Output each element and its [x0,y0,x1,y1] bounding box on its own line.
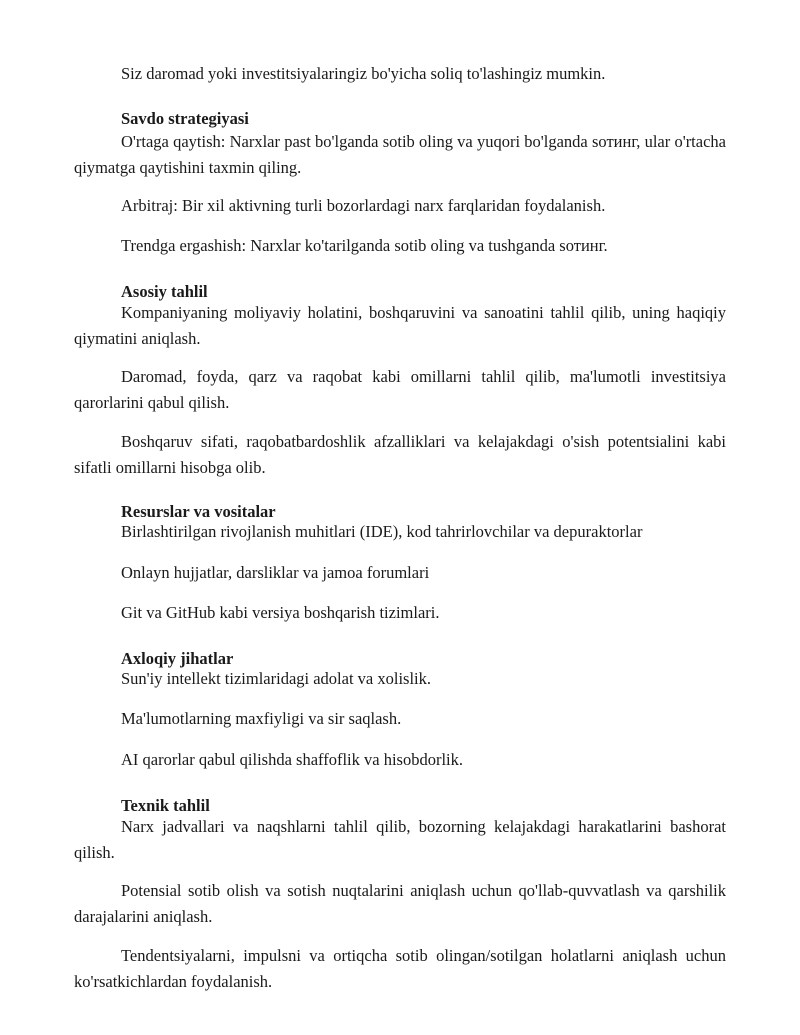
paragraph: Birlashtirilgan rivojlanish muhitlari (IDE), kod tahrirlovchilar va depuraktorlar [121,522,643,541]
paragraph: Daromad, foyda, qarz va raqobat kabi omillarni tahlil qilib, ma'lumotli investitsiya qarorlarini qabul qilish. [74,367,726,412]
intro-paragraph: Siz daromad yoki investitsiyalaringiz bo'yicha soliq to'lashingiz mumkin. [121,64,606,83]
section-heading: Texnik tahlil [121,796,210,815]
paragraph: O'rtaga qaytish: Narxlar past bo'lganda sotib oling va yuqori bo'lganda sотинг, ular o'rtacha qiymatga qaytishini taxmin qiling. [74,132,726,177]
paragraph: Ma'lumotlarning maxfiyligi va sir saqlash. [121,709,402,728]
paragraph: Narx jadvallari va naqshlarni tahlil qilib, bozorning kelajakdagi harakatlarini bashorat qilish. [74,817,726,862]
paragraph: Git va GitHub kabi versiya boshqarish tizimlari. [121,603,440,622]
paragraph: Sun'iy intellekt tizimlaridagi adolat va xolislik. [121,669,432,688]
paragraph: Arbitraj: Bir xil aktivning turli bozorlardagi narx farqlaridan foydalanish. [121,196,606,215]
section-heading: Savdo strategiyasi [121,109,249,128]
section-heading: Axloqiy jihatlar [121,649,234,668]
paragraph: Potensial sotib olish va sotish nuqtalarini aniqlash uchun qo'llab-quvvatlash va qarshilik darajalarini aniqlash. [74,881,726,926]
paragraph: Boshqaruv sifati, raqobatbardoshlik afzalliklari va kelajakdagi o'sish potentsialini kabi sifatli omillarni hisobga olib. [74,432,726,477]
section-heading: Resurslar va vositalar [121,502,276,521]
paragraph: Kompaniyaning moliyaviy holatini, boshqaruvini va sanoatini tahlil qilib, uning haqiqiy qiymatini aniqlash. [74,303,726,348]
section-heading: Asosiy tahlil [121,282,208,301]
paragraph: Trendga ergashish: Narxlar ko'tarilganda sotib oling va tushganda sотинг. [121,236,608,255]
paragraph: Tendentsiyalarni, impulsni va ortiqcha sotib olingan/sotilgan holatlarni aniqlash uchun ko'rsatkichlardan foydalanish. [74,946,726,991]
paragraph: Onlayn hujjatlar, darsliklar va jamoa forumlari [121,563,430,582]
paragraph: AI qarorlar qabul qilishda shaffoflik va hisobdorlik. [121,750,463,769]
